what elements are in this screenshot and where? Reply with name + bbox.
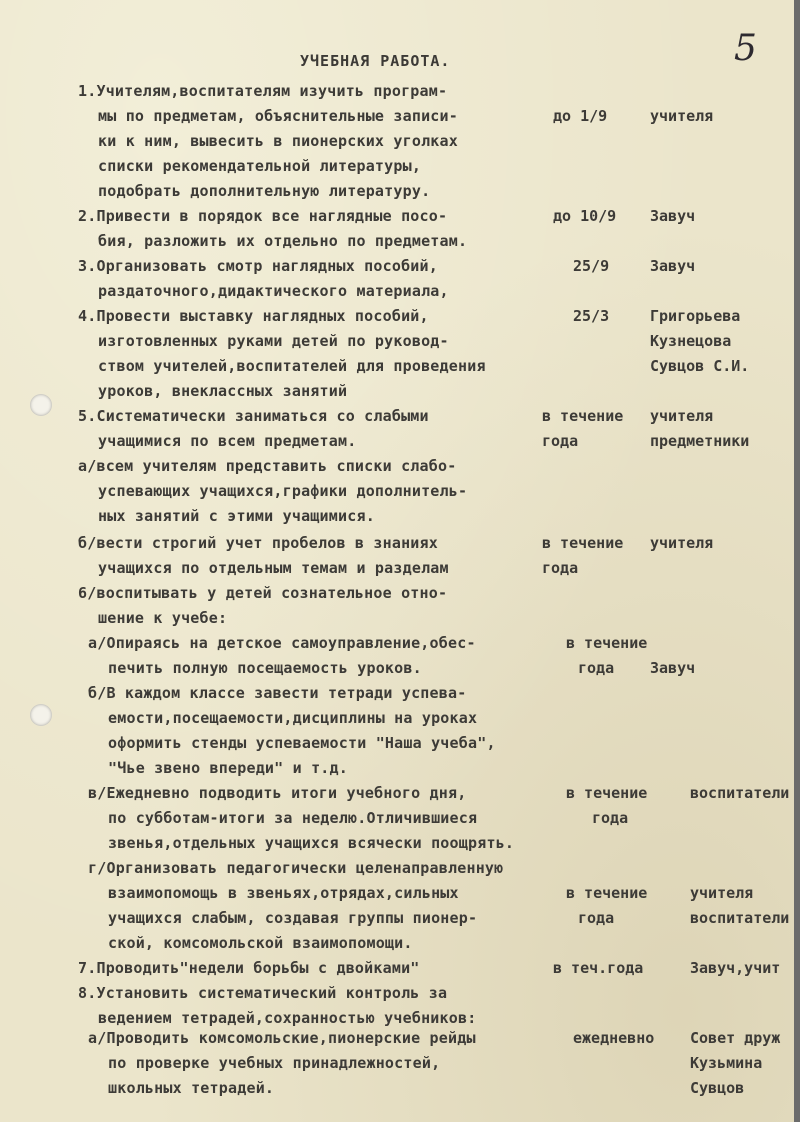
- responsible-cell: Григорьева: [650, 307, 741, 325]
- responsible-cell: Кузьмина: [690, 1054, 763, 1072]
- deadline-cell: в течение: [542, 407, 624, 425]
- text-line: ки к ним, вывесить в пионерских уголках: [98, 132, 458, 150]
- text-line: оформить стенды успеваемости "Наша учеба",: [108, 734, 496, 752]
- responsible-cell: Завуч: [650, 659, 696, 677]
- deadline-cell: года: [542, 432, 579, 450]
- text-line: 2.Привести в порядок все наглядные посо-: [78, 207, 448, 225]
- page-number: 5: [734, 28, 757, 69]
- text-line: 3.Организовать смотр наглядных пособий,: [78, 257, 438, 275]
- text-line: учащихся слабым, создавая группы пионер-: [108, 909, 478, 927]
- text-line: емости,посещаемости,дисциплины на уроках: [108, 709, 478, 727]
- responsible-cell: Завуч,учит: [690, 959, 781, 977]
- deadline-cell: года: [542, 559, 579, 577]
- responsible-cell: учителя: [690, 884, 754, 902]
- text-line: б/вести строгий учет пробелов в знаниях: [78, 534, 438, 552]
- text-line: по субботам-итоги за неделю.Отличившиеся: [108, 809, 478, 827]
- text-line: печить полную посещаемость уроков.: [108, 659, 422, 677]
- responsible-cell: Кузнецова: [650, 332, 732, 350]
- text-line: в/Ежедневно подводить итоги учебного дня,: [88, 784, 467, 802]
- text-line: подобрать дополнительную литературу.: [98, 182, 431, 200]
- deadline-cell: в течение: [542, 534, 624, 552]
- text-line: раздаточного,дидактического материала,: [98, 282, 449, 300]
- text-line: шение к учебе:: [98, 609, 228, 627]
- text-line: "Чье звено впереди" и т.д.: [108, 759, 348, 777]
- responsible-cell: учителя: [650, 407, 714, 425]
- text-line: а/всем учителям представить списки слабо-: [78, 457, 457, 475]
- text-line: взаимопомощь в звеньях,отрядах,сильных: [108, 884, 459, 902]
- deadline-cell: года: [578, 659, 615, 677]
- text-line: школьных тетрадей.: [108, 1079, 275, 1097]
- deadline-cell: года: [592, 809, 629, 827]
- deadline-cell: в теч.года: [553, 959, 644, 977]
- responsible-cell: Завуч: [650, 257, 696, 275]
- deadline-cell: до 10/9: [553, 207, 617, 225]
- deadline-cell: ежедневно: [573, 1029, 655, 1047]
- responsible-cell: Завуч: [650, 207, 696, 225]
- punch-hole: [30, 704, 52, 726]
- responsible-cell: воспитатели: [690, 909, 790, 927]
- text-line: звенья,отдельных учащихся всячески поощрять.: [108, 834, 515, 852]
- deadline-cell: 25/9: [573, 257, 610, 275]
- text-line: ведением тетрадей,сохранностью учебников:: [98, 1009, 477, 1027]
- responsible-cell: учителя: [650, 107, 714, 125]
- responsible-cell: Сувцов: [690, 1079, 745, 1097]
- text-line: ской, комсомольской взаимопомощи.: [108, 934, 413, 952]
- deadline-cell: в течение: [566, 784, 648, 802]
- text-line: бия, разложить их отдельно по предметам.: [98, 232, 468, 250]
- deadline-cell: до 1/9: [553, 107, 608, 125]
- text-line: изготовленных руками детей по руковод-: [98, 332, 449, 350]
- deadline-cell: в течение: [566, 634, 648, 652]
- deadline-cell: года: [578, 909, 615, 927]
- deadline-cell: в течение: [566, 884, 648, 902]
- text-line: мы по предметам, объяснительные записи-: [98, 107, 458, 125]
- text-line: а/Опираясь на детское самоуправление,обес-: [88, 634, 476, 652]
- text-line: ством учителей,воспитателей для проведения: [98, 357, 486, 375]
- text-line: а/Проводить комсомольские,пионерские рейды: [88, 1029, 476, 1047]
- text-line: учащихся по отдельным темам и разделам: [98, 559, 449, 577]
- text-line: списки рекомендательной литературы,: [98, 157, 422, 175]
- document-title: УЧЕБНАЯ РАБОТА.: [300, 52, 451, 70]
- text-line: успевающих учащихся,графики дополнитель-: [98, 482, 468, 500]
- text-line: 4.Провести выставку наглядных пособий,: [78, 307, 429, 325]
- text-line: б/В каждом классе завести тетради успева-: [88, 684, 467, 702]
- responsible-cell: воспитатели: [690, 784, 790, 802]
- responsible-cell: учителя: [650, 534, 714, 552]
- responsible-cell: Сувцов С.И.: [650, 357, 750, 375]
- text-line: г/Организовать педагогически целенаправленную: [88, 859, 504, 877]
- responsible-cell: Совет друж: [690, 1029, 781, 1047]
- text-line: 5.Систематически заниматься со слабыми: [78, 407, 429, 425]
- text-line: 8.Установить систематический контроль за: [78, 984, 448, 1002]
- text-line: по проверке учебных принадлежностей,: [108, 1054, 441, 1072]
- scan-edge: [794, 0, 800, 1122]
- deadline-cell: 25/3: [573, 307, 610, 325]
- text-line: уроков, внеклассных занятий: [98, 382, 348, 400]
- text-line: 7.Проводить"недели борьбы с двойками": [78, 959, 420, 977]
- text-line: 1.Учителям,воспитателям изучить програм-: [78, 82, 448, 100]
- text-line: ных занятий с этими учащимися.: [98, 507, 375, 525]
- responsible-cell: предметники: [650, 432, 750, 450]
- text-line: учащимися по всем предметам.: [98, 432, 357, 450]
- text-line: 6/воспитывать у детей сознательное отно-: [78, 584, 448, 602]
- punch-hole: [30, 394, 52, 416]
